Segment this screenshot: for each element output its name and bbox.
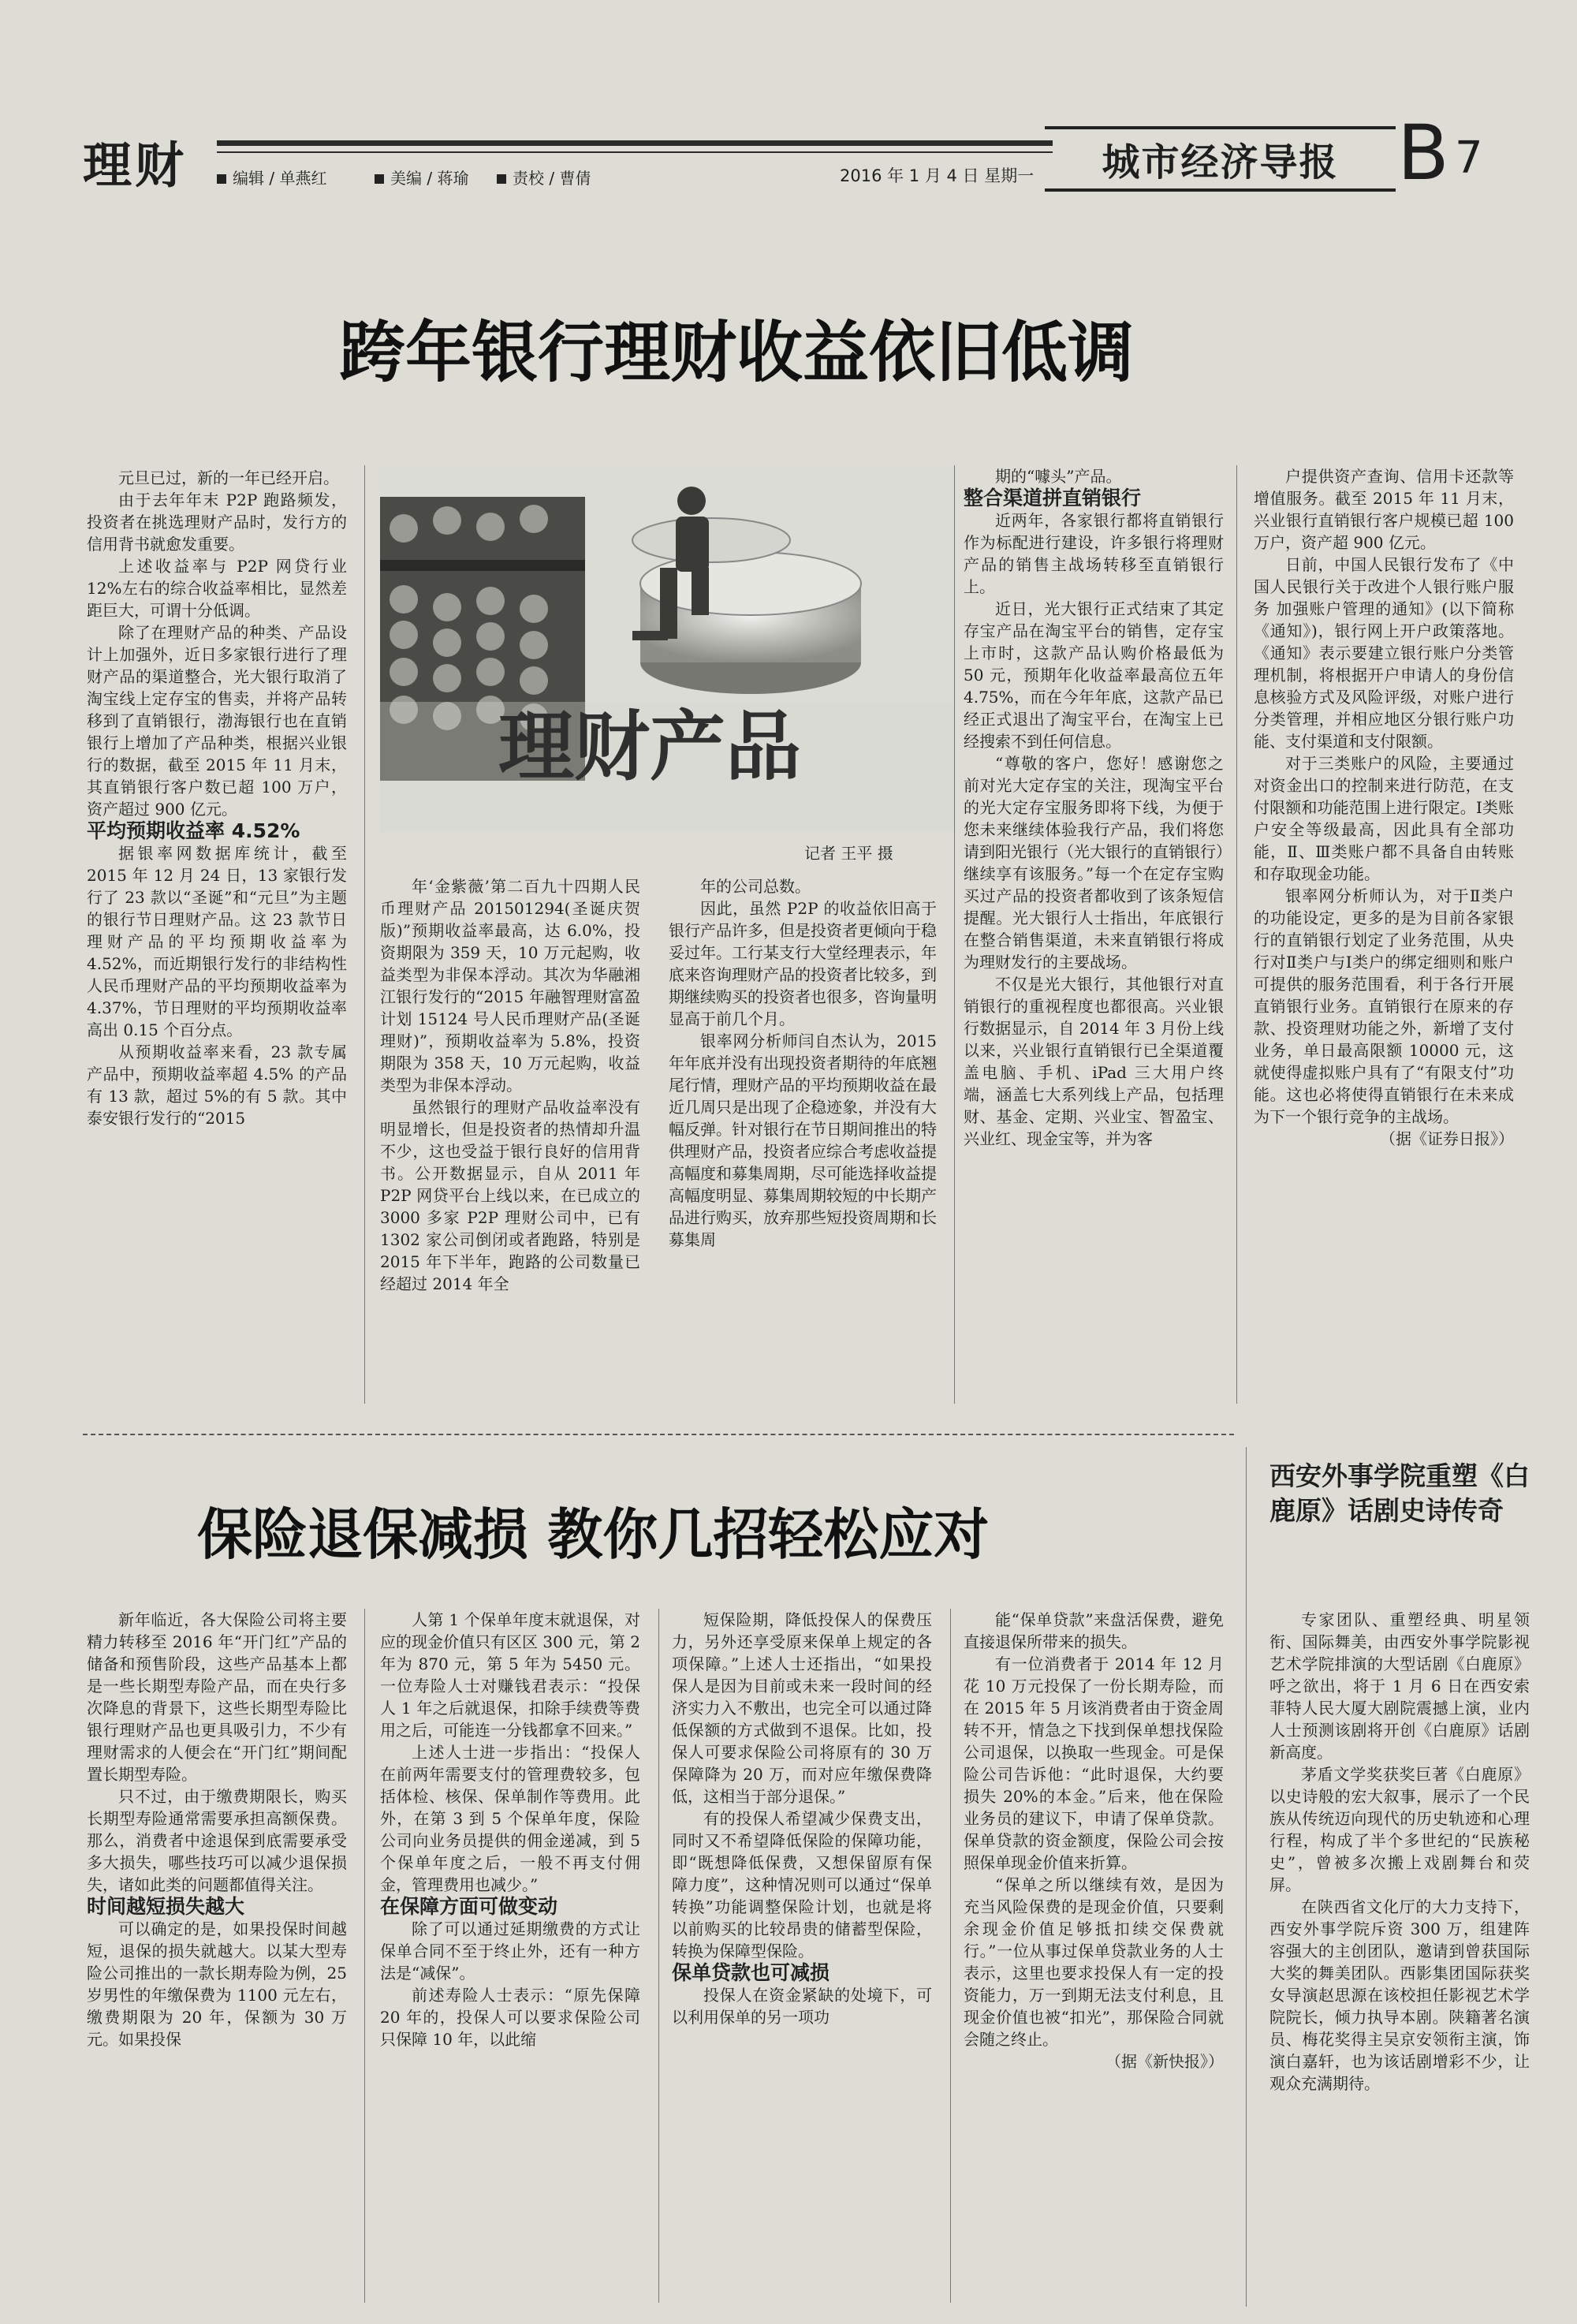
- paragraph: 近日，光大银行正式结束了其定存宝产品在淘宝平台的销售，定存宝上市时，这款产品认购价格最低为 50 元，预期年化收益率最高位五年 4.75%，而在今年年底，这款产品已经正式退出了淘宝平台，在淘宝上已经搜索不到任何信息。: [964, 599, 1224, 751]
- paragraph: 有的投保人希望减少保费支出，同时又不希望降低保险的保障功能，即“既想降低保费，又想保留原有保障力度”，这种情况则可以通过“保单转换”功能调整保险计划，也就是将以前购买的比较昂贵的储蓄型保险，转换为保障型保险。: [672, 1809, 932, 1960]
- column-rule: [1236, 465, 1237, 1404]
- editor-text: 编辑 / 单燕红: [233, 169, 327, 188]
- square-bullet-icon: [217, 174, 226, 184]
- paragraph: 专家团队、重塑经典、明星领衔、国际舞美，由西安外事学院影视艺术学院排演的大型话剧《白鹿原》呼之欲出，将于 1 月 6 日在西安索菲特人民大厦大剧院震撼上演，业内人士预测该剧将开创《白鹿原》话剧新高度。: [1269, 1610, 1530, 1762]
- article1-source: （据《证券日报》）: [1380, 1129, 1514, 1148]
- subheading-direct-bank: 整合渠道拼直销银行: [964, 487, 1142, 509]
- column-rule: [950, 1609, 951, 2303]
- paragraph: 元旦已过，新的一年已经开启。: [118, 468, 339, 487]
- section-name: 理财: [83, 136, 188, 194]
- paragraph: 前述寿险人士表示：“原先保障 20 年的，投保人可以要求保险公司只保障 10 年，以此缩: [380, 1986, 640, 2049]
- article1-column-4: [964, 465, 1224, 1150]
- designer-credit: [375, 166, 468, 188]
- paragraph: 近两年，各家银行都将直销银行作为标配进行建设，许多银行将理财产品的销售主战场转移至直销银行上。: [964, 511, 1224, 596]
- paragraph: 人第 1 个保单年度末就退保，对应的现金价值只有区区 300 元，第 2 年为 870 元，第 5 年为 5450 元。一位寿险人士对赚钱君表示：“投保人 1 年之后就退保，扣除手续费等费用之后，可能连一分钱都拿不回来。”: [380, 1610, 640, 1740]
- paragraph: “尊敬的客户，您好！感谢您之前对光大定存宝的关注，现淘宝平台的光大定存宝服务即将下线，为便于您未来继续体验我行产品，我们将您请到阳光银行（光大银行的直销银行）继续享有该服务。”每一个在定存宝购买过产品的投资者都收到了该条短信提醒。光大银行人士指出，年底银行在整合销售渠道，未来直销银行将成为理财发行的主要战场。: [964, 754, 1224, 972]
- paragraph: 期的“噱头”产品。: [995, 467, 1122, 486]
- paragraph: 在陕西省文化厅的大力支持下，西安外事学院斥资 300 万，组建阵容强大的主创团队，邀请到曾获国际大奖的舞美团队。西影集团国际获奖女导演赵思源在该校担任影视艺术学院院长，倾力执导本剧。陕籍著名演员、梅花奖得主吴京安领衔主演，饰演白嘉轩，也为该话剧增彩不少，让观众充满期待。: [1269, 1897, 1530, 2093]
- subheading-average-yield: 平均预期收益率 4.52%: [87, 819, 300, 842]
- subheading-protection: 在保障方面可做变动: [380, 1895, 558, 1918]
- article1-headline: 跨年银行理财收益依旧低调: [339, 314, 1135, 391]
- photo-credit: 记者 王平 摄: [804, 844, 893, 863]
- designer-text: 美编 / 蒋瑜: [390, 169, 469, 188]
- paragraph: 由于去年年末 P2P 跑路频发，投资者在挑选理财产品时，发行方的信用背书就愈发重要。: [87, 491, 347, 554]
- paragraph: 银率网分析师认为，对于Ⅱ类户的功能设定，更多的是为目前各家银行的直销银行划定了业务范围，从央行对Ⅱ类户与Ⅰ类户的绑定细则和账户可提供的服务范围看，利于各行开展直销银行业务。直销银行在原来的存款、投资理财功能之外，新增了支付业务，单日最高限额 10000 元，这就使得虚拟账户具有了“有限支付”功能。这也必将使得直销银行在未来成为下一个银行竞争的主战场。: [1254, 886, 1514, 1126]
- page-number: 7: [1455, 132, 1483, 184]
- sidebar-rule: [1246, 1447, 1247, 2307]
- paragraph: 投保人在资金紧缺的处境下，可以利用保单的另一项功: [672, 1986, 932, 2027]
- article2-column-1: [87, 1609, 347, 2050]
- header-rule: [217, 140, 1053, 146]
- column-rule: [364, 1609, 365, 2303]
- sidebar-body: [1269, 1609, 1530, 2095]
- subheading-policy-loan: 保单贷款也可减损: [672, 1961, 830, 1984]
- paragraph: 年的公司总数。: [700, 877, 811, 896]
- paragraph: 据银率网数据库统计，截至 2015 年 12 月 24 日，13 家银行发行了 23 款以“圣诞”和“元旦”为主题的银行节日理财产品。这 23 款节日理财产品的平均预期收益率为 4.52%，而近期银行发行的非结构性人民币理财产品的平均预期收益率为 4.37%，节日理财的平均预期收益率高出 0.15 个百分点。: [87, 844, 347, 1039]
- article2-source: （据《新快报》）: [1105, 2052, 1224, 2071]
- page-letter: B: [1397, 109, 1449, 197]
- editor-credit: [217, 166, 326, 188]
- article1-column-1: [87, 467, 347, 1129]
- paragraph: 对于三类账户的风险，主要通过对资金出口的控制来进行防范，在支付限额和功能范围上进行限定。Ⅰ类账户安全等级最高，因此具有全部功能，Ⅱ、Ⅲ类账户都不具备自由转账和存取现金功能。: [1254, 754, 1514, 883]
- paragraph: 日前，中国人民银行发布了《中国人民银行关于改进个人银行账户服务 加强账户管理的通知》(以下简称《通知》)，银行网上开户政策落地。《通知》表示要建立银行账户分类管理机制，将根据开户申请人的身份信息核验方式及风险评级，对账户进行分类管理，并相应地区分银行账户功能、支付渠道和支付限额。: [1254, 555, 1514, 751]
- column-rule: [658, 1609, 659, 2303]
- subheading-time: 时间越短损失越大: [87, 1895, 245, 1918]
- paragraph: 短保险期，降低投保人的保费压力，另外还享受原来保单上规定的各项保障。”上述人士还指出，“如果投保人是因为目前或未来一段时间的经济实力入不敷出，也完全可以通过降低保额的方式做到不退保。比如，投保人可要求保险公司将原有的 30 万保障降为 20 万，而对应年缴保费降低，这相当于部分退保。”: [672, 1610, 932, 1806]
- paragraph: 能“保单贷款”来盘活保费，避免直接退保所带来的损失。: [964, 1610, 1224, 1651]
- article2-headline: 保险退保减损 教你几招轻松应对: [197, 1502, 990, 1567]
- proofreader-credit: [497, 166, 591, 188]
- column-rule: [954, 465, 955, 1404]
- paragraph: 有一位消费者于 2014 年 12 月花 10 万元投保了一份长期寿险，而在 2015 年 5 月该消费者由于资金周转不开，情急之下找到保单想找保险公司退保，以换取一些现金。可是保险公司告诉他：“此时退保，大约要损失 20%的本金。”后来，他在保险业务员的建议下，申请了保单贷款。保单贷款的资金额度，保险公司会按照保单现金价值来折算。: [964, 1654, 1224, 1872]
- article2-column-3: [672, 1609, 932, 2028]
- paragraph: 茅盾文学奖获奖巨著《白鹿原》以史诗般的宏大叙事，展示了一个民族从传统迈向现代的历史轨迹和心理行程，构成了半个多世纪的“民族秘史”，曾被多次搬上戏剧舞台和荧屏。: [1269, 1765, 1530, 1894]
- paragraph: 银率网分析师闫自杰认为，2015 年年底并没有出现投资者期待的年底翘尾行情，理财产品的平均预期收益在最近几周只是出现了企稳迹象，并没有大幅反弹。针对银行在节日期间推出的特供理财产品，投资者应综合考虑收益提高幅度和募集周期，尽可能选择收益提高幅度明显、募集周期较短的中长期产品进行购买，放弃那些短投资周期和长募集周: [669, 1031, 937, 1249]
- section-divider: [83, 1434, 1234, 1435]
- paragraph: 上述收益率与 P2P 网贷行业 12%左右的综合收益率相比，显然差距巨大，可谓十分低调。: [87, 557, 347, 620]
- article1-column-3: [669, 875, 937, 1251]
- paragraph: 不仅是光大银行，其他银行对直销银行的重视程度也都很高。兴业银行数据显示，自 2014 年 3 月份上线以来，兴业银行直销银行已全渠道覆盖电脑、手机、iPad 三大用户终端，涵盖七大系列线上产品，包括理财、基金、定期、兴业宝、智盈宝、兴业红、现金宝等，并为客: [964, 975, 1224, 1148]
- article2-column-2: [380, 1609, 640, 2050]
- article1-photo: [380, 465, 956, 832]
- paper-name: 城市经济导报: [1045, 126, 1396, 192]
- square-bullet-icon: [375, 174, 384, 184]
- paragraph: 虽然银行的理财产品收益率没有明显增长，但是投资者的热情却升温不少，这也受益于银行良好的信用背书。公开数据显示，自从 2011 年 P2P 网贷平台上线以来，在已成立的 3000 多家 P2P 理财公司中，已有 1302 家公司倒闭或者跑路，特别是 2015 年下半年，跑路的公司数量已经超过 2014 年全: [380, 1098, 640, 1293]
- proofreader-text: 责校 / 曹倩: [513, 169, 591, 188]
- paragraph: 新年临近，各大保险公司将主要精力转移至 2016 年“开门红”产品的储备和预售阶段，这些产品基本上都是一些长期型寿险产品，而在央行多次降息的背景下，这些长期型寿险比银行理财产品也更具吸引力，不少有理财需求的人便会在“开门红”期间配置长期型寿险。: [87, 1610, 347, 1784]
- article1-column-5: [1254, 465, 1514, 1150]
- paragraph: 从预期收益率来看，23 款专属产品中，预期收益率超 4.5% 的产品有 13 款，超过 5%的有 5 款。其中泰安银行发行的“2015: [87, 1043, 347, 1128]
- paragraph: 可以确定的是，如果投保时间越短，退保的损失就越大。以某大型寿险公司推出的一款长期寿险为例，25 岁男性的年缴保费为 1100 元左右，缴费期限为 20 年，保额为 30 万元。如果投保: [87, 1919, 347, 2049]
- paragraph: 除了可以通过延期缴费的方式让保单合同不至于终止外，还有一种方法是“减保”。: [380, 1919, 640, 1983]
- article1-column-2: [380, 875, 640, 1295]
- header-rule-thin: [217, 151, 1053, 153]
- column-rule: [364, 465, 365, 1404]
- paragraph: 因此，虽然 P2P 的收益依旧高于银行产品许多，但是投资者更倾向于稳妥过年。工行某支行大堂经理表示，年底来咨询理财产品的投资者比较多，到期继续购买的投资者也很多，咨询量明显高于前几个月。: [669, 899, 937, 1028]
- article2-column-4: [964, 1609, 1224, 2072]
- paragraph: 只不过，由于缴费期限长，购买长期型寿险通常需要承担高额保费。那么，消费者中途退保到底需要承受多大损失，哪些技巧可以减少退保损失，诸如此类的问题都值得关注。: [87, 1787, 347, 1894]
- paragraph: 户提供资产查询、信用卡还款等增值服务。截至 2015 年 11 月末，兴业银行直销银行客户规模已超 100 万户，资产超 900 亿元。: [1254, 467, 1514, 552]
- paragraph: 除了在理财产品的种类、产品设计上加强外，近日多家银行进行了理财产品的渠道整合，光大银行取消了淘宝线上定存宝的售卖，并将产品转移到了直销银行，渤海银行也在直销银行上增加了产品种类，根据兴业银行的数据，截至 2015 年 11 月末，其直销银行客户数已超 100 万户，资产超过 900 亿元。: [87, 623, 347, 819]
- photo-overlay-text: 理财产品: [498, 703, 801, 791]
- paragraph: 年‘金紫薇’第二百九十四期人民币理财产品 201501294(圣诞庆贺版)”预期收益率最高，达 6.0%，投资期限为 359 天，10 万元起购，收益类型为非保本浮动。其次为华融湘江银行发行的“2015 年融智理财富盈计划 15124 号人民币理财产品(圣诞理财)”，预期收益率为 5.8%，投资期限为 358 天，10 万元起购，收益类型为非保本浮动。: [380, 877, 640, 1095]
- paragraph: 上述人士进一步指出：“投保人在前两年需要支付的管理费较多，包括体检、核保、保单制作等费用。此外，在第 3 到 5 个保单年度，保险公司向业务员提供的佣金递减，到 5 个保单年度之后，一般不再支付佣金，管理费用也减少。”: [380, 1743, 640, 1894]
- sidebar-title: 西安外事学院重塑《白鹿原》话剧史诗传奇: [1269, 1460, 1530, 1526]
- paragraph: “保单之所以继续有效，是因为充当风险保费的是现金价值，只要剩余现金价值足够抵扣续交保费就行。”一位从事过保单贷款业务的人士表示，这里也要求投保人有一定的投资能力，万一到期无法支付利息，且现金价值也被“扣光”，那保险合同就会随之终止。: [964, 1875, 1224, 2049]
- photo-illustration: [380, 465, 956, 832]
- square-bullet-icon: [497, 174, 506, 184]
- issue-date: 2016 年 1 月 4 日 星期一: [840, 166, 1035, 185]
